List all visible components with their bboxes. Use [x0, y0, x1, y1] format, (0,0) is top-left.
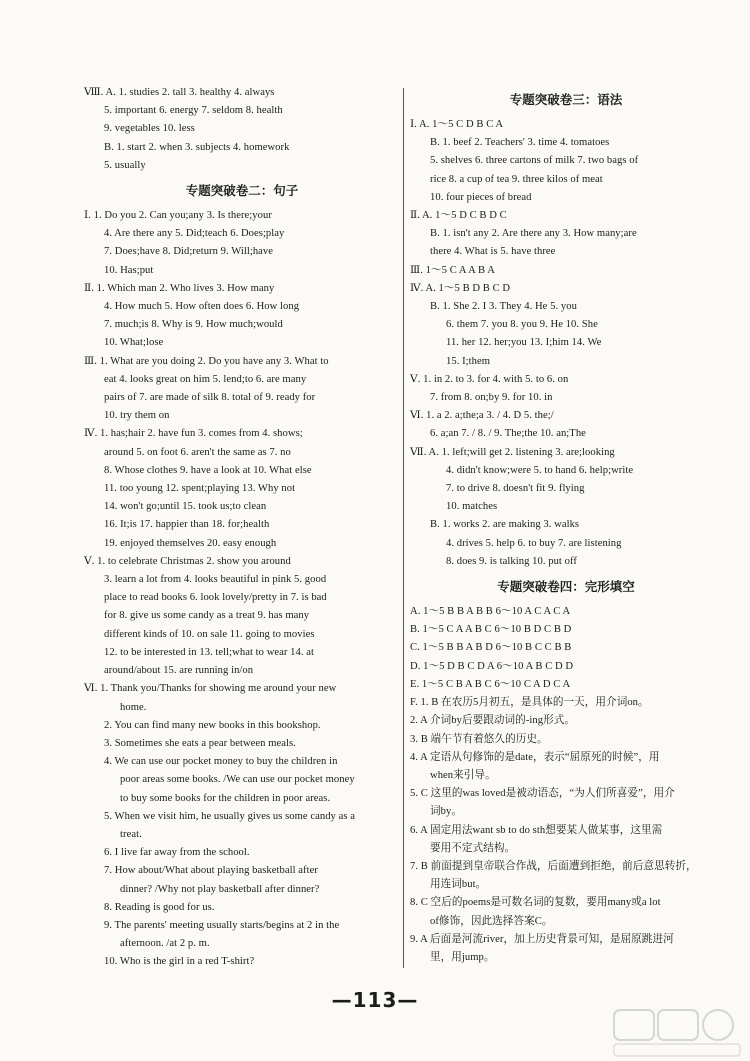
- answer-line: 用连词but。: [430, 879, 487, 891]
- column-divider: [403, 88, 404, 968]
- answer-line: 16. It;is 17. happier than 18. for;health: [104, 519, 270, 531]
- section-heading: 专题突破卷二：句子: [185, 183, 299, 199]
- answer-line: 9. A 后面是河流river，加上历史背景可知，是屈原跳进河: [410, 933, 674, 945]
- answer-line: 10. four pieces of bread: [430, 191, 532, 203]
- answer-line: 3. B 端午节有着悠久的历史。: [410, 733, 548, 745]
- answer-line: to buy some books for the children in poor areas.: [120, 792, 331, 804]
- right-answer-column: [410, 84, 722, 967]
- answer-line: place to read books 6. look lovely/pretty in 7. is bad: [104, 592, 327, 604]
- answer-line: around/about 15. are running in/on: [104, 665, 254, 677]
- answer-line: 7. Does;have 8. Did;return 9. Will;have: [104, 246, 274, 258]
- answer-line: 8. Whose clothes 9. have a look at 10. What else: [104, 464, 312, 476]
- answer-line: 9. The parents' meeting usually starts/begins at 2 in the: [104, 919, 340, 931]
- answer-line: 词by。: [430, 806, 462, 818]
- answer-line: 10. matches: [446, 501, 498, 513]
- answer-line: C. 1～5 B B A B D 6～10 B C C B B: [410, 642, 572, 654]
- answer-line: Ⅳ. A. 1～5 B D B C D: [410, 282, 511, 294]
- answer-line: pairs of 7. are made of silk 8. total of 9. ready for: [104, 392, 316, 404]
- answer-line: different kinds of 10. on sale 11. going to movies: [104, 628, 315, 640]
- answer-line: 8. Reading is good for us.: [104, 901, 215, 913]
- answer-line: 5. C 这里的was loved是被动语态，“为人们所喜爱”，用介: [410, 788, 675, 800]
- answer-line: 4. How much 5. How often does 6. How long: [104, 301, 300, 313]
- answer-line: 11. her 12. her;you 13. I;him 14. We: [446, 337, 602, 349]
- answer-line: Ⅳ. 1. has;hair 2. have fun 3. comes from 4. shows;: [84, 428, 303, 440]
- answer-line: home.: [120, 701, 147, 713]
- answer-line: Ⅰ. 1. Do you 2. Can you;any 3. Is there;your: [84, 210, 272, 222]
- watermark-stamp: [612, 1008, 742, 1058]
- answer-line: when来引导。: [430, 769, 496, 781]
- answer-line: 19. enjoyed themselves 20. easy enough: [104, 537, 277, 549]
- answer-line: 4. drives 5. help 6. to buy 7. are listening: [446, 537, 622, 549]
- answer-line: around 5. on foot 6. aren't the same as 7. no: [104, 446, 291, 458]
- answer-line: dinner? /Why not play basketball after dinner?: [120, 883, 320, 895]
- answer-line: Ⅷ. A. 1. studies 2. tall 3. healthy 4. always: [84, 87, 275, 98]
- answer-line: Ⅲ. 1. What are you doing 2. Do you have any 3. What to: [84, 355, 329, 367]
- answer-line: 3. learn a lot from 4. looks beautiful in pink 5. good: [104, 574, 327, 586]
- answer-line: there 4. What is 5. have three: [430, 246, 556, 258]
- answer-line: Ⅱ. A. 1～5 D C B D C: [410, 210, 507, 222]
- answer-line: 里，用jump。: [430, 951, 495, 963]
- answer-line: Ⅶ. A. 1. left;will get 2. listening 3. are;looking: [410, 446, 615, 458]
- left-answer-column: [84, 84, 400, 972]
- answer-line: 2. You can find many new books in this bookshop.: [104, 719, 321, 731]
- answer-line: Ⅴ. 1. to celebrate Christmas 2. show you around: [84, 555, 291, 567]
- answer-line: F. 1. B 在农历5月初五，是具体的一天，用介词on。: [410, 697, 649, 709]
- answer-line: 12. to be interested in 13. tell;what to wear 14. at: [104, 646, 315, 658]
- answer-line: treat.: [120, 828, 142, 840]
- answer-line: 15. I;them: [446, 355, 491, 367]
- answer-line: Ⅵ. 1. a 2. a;the;a 3. / 4. D 5. the;/: [410, 410, 554, 422]
- answer-line: D. 1～5 D B C D A 6～10 A B C D D: [410, 660, 574, 672]
- answer-line: 9. vegetables 10. less: [104, 123, 195, 135]
- answer-line: poor areas some books. /We can use our pocket money: [120, 774, 355, 786]
- answer-line: B. 1. works 2. are making 3. walks: [430, 519, 580, 531]
- answer-line: B. 1. She 2. I 3. They 4. He 5. you: [430, 301, 577, 313]
- answer-line: 5. When we visit him, he usually gives us some candy as a: [104, 810, 355, 822]
- answer-line: 4. We can use our pocket money to buy the children in: [104, 756, 338, 768]
- answer-line: 8. C 空后的poems是可数名词的复数，要用many或a lot: [410, 897, 661, 909]
- answer-line: 10. What;lose: [104, 337, 164, 349]
- answer-line: 5. important 6. energy 7. seldom 8. health: [104, 105, 283, 117]
- answer-line: 10. try them on: [104, 410, 170, 422]
- section-heading: 专题突破卷三：语法: [509, 92, 623, 107]
- answer-line: Ⅴ. 1. in 2. to 3. for 4. with 5. to 6. on: [410, 373, 569, 385]
- answer-line: 10. Has;put: [104, 264, 154, 276]
- page-number: —113—: [331, 988, 419, 1012]
- answer-line: for 8. give us some candy as a treat 9. has many: [104, 610, 310, 622]
- answer-line: Ⅵ. 1. Thank you/Thanks for showing me around your new: [84, 683, 337, 695]
- answer-line: 4. A 定语从句修饰的是date，表示“屈原死的时候”，用: [410, 751, 660, 763]
- answer-line: 6. A 固定用法want sb to do sth想要某人做某事，这里需: [410, 824, 663, 836]
- answer-line: 6. I live far away from the school.: [104, 847, 250, 859]
- answer-line: 7. much;is 8. Why is 9. How much;would: [104, 319, 283, 331]
- answer-line: 5. usually: [104, 159, 146, 171]
- answer-line: B. 1. isn't any 2. Are there any 3. How many;are: [430, 228, 637, 240]
- answer-line: Ⅰ. A. 1～5 C D B C A: [410, 119, 504, 130]
- answer-line: of修饰，因此选择答案C。: [430, 915, 553, 927]
- answer-line: 2. A 介词by后要跟动词的-ing形式。: [410, 715, 576, 727]
- answer-line: 5. shelves 6. three cartons of milk 7. two bags of: [430, 155, 639, 167]
- answer-line: 10. Who is the girl in a red T-shirt?: [104, 956, 255, 968]
- answer-line: B. 1～5 C A A B C 6～10 B D C B D: [410, 624, 572, 636]
- answer-line: 8. does 9. is talking 10. put off: [446, 555, 577, 567]
- answer-line: B. 1. start 2. when 3. subjects 4. homework: [104, 141, 290, 153]
- answer-line: afternoon. /at 2 p. m.: [120, 938, 210, 950]
- answer-line: 4. didn't know;were 5. to hand 6. help;write: [446, 464, 634, 476]
- answer-line: 14. won't go;until 15. took us;to clean: [104, 501, 267, 513]
- answer-line: 7. from 8. on;by 9. for 10. in: [430, 392, 553, 404]
- answer-line: E. 1～5 C B A B C 6～10 C A D C A: [410, 678, 571, 690]
- answer-line: eat 4. looks great on him 5. lend;to 6. are many: [104, 373, 307, 385]
- answer-line: B. 1. beef 2. Teachers' 3. time 4. tomatoes: [430, 137, 610, 149]
- answer-line: 7. to drive 8. doesn't fit 9. flying: [446, 483, 585, 495]
- answer-line: 11. too young 12. spent;playing 13. Why not: [104, 483, 296, 495]
- answer-line: Ⅱ. 1. Which man 2. Who lives 3. How many: [84, 282, 275, 294]
- answer-line: 3. Sometimes she eats a pear between meals.: [104, 737, 296, 749]
- answer-line: 7. How about/What about playing basketball after: [104, 865, 318, 877]
- answer-line: 4. Are there any 5. Did;teach 6. Does;play: [104, 228, 285, 240]
- answer-line: rice 8. a cup of tea 9. three kilos of meat: [430, 173, 603, 185]
- answer-line: 7. B 前面提到皇帝联合作战，后面遭到拒绝，前后意思转折，: [410, 860, 697, 872]
- answer-line: 要用不定式结构。: [430, 842, 516, 854]
- section-heading: 专题突破卷四：完形填空: [497, 579, 635, 595]
- answer-line: Ⅲ. 1～5 C A A B A: [410, 264, 495, 276]
- answer-line: A. 1～5 B B A B B 6～10 A C A C A: [410, 606, 571, 618]
- answer-line: 6. a;an 7. / 8. / 9. The;the 10. an;The: [430, 428, 586, 440]
- answer-line: 6. them 7. you 8. you 9. He 10. She: [446, 319, 598, 331]
